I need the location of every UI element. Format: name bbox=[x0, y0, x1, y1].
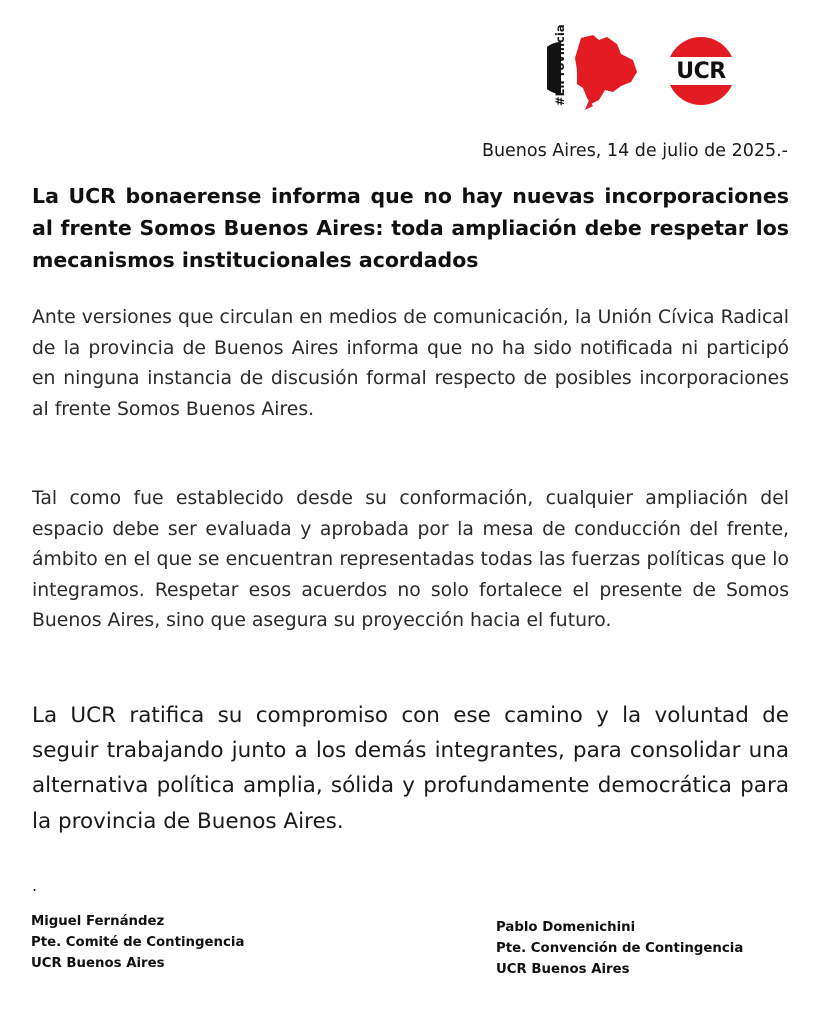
signatory-role: Pte. Comité de Contingencia bbox=[31, 935, 245, 950]
paragraph-1: Ante versiones que circulan en medios de comunicación, la Unión Cívica Radical de la provincia de Buenos Aires informa que no ha sido notificada ni participó en ninguna instancia de discusión formal respecto de posibles incorporaciones al frente Somos Buenos Aires. bbox=[32, 307, 789, 420]
provincia-hashtag: #ElProvincia bbox=[553, 24, 567, 106]
signatory-org: UCR Buenos Aires bbox=[496, 962, 630, 977]
paragraph-2: Tal como fue establecido desde su conformación, cualquier ampliación del espacio debe ser evaluada y aprobada por la mesa de conducción del frente, ámbito en el que se encuentran representadas todas las fuerzas políticas que lo integramos. Respetar esos acuerdos no solo fortalece el presente de Somos Buenos Aires, sino que asegura su proyección hacia el futuro. bbox=[32, 488, 789, 631]
signatory-name: Miguel Fernández bbox=[31, 914, 165, 929]
ucr-logo bbox=[665, 35, 737, 107]
separator-dot: . bbox=[32, 876, 38, 895]
dateline: Buenos Aires, 14 de julio de 2025.- bbox=[481, 141, 788, 161]
paragraph-3: La UCR ratifica su compromiso con ese camino y la voluntad de seguir trabajando junto a los demás integrantes, para consolidar una alternativa política amplia, sólida y profundamente democrática para la provincia de Buenos Aires. bbox=[32, 703, 789, 834]
provincia-logo bbox=[547, 24, 642, 110]
signature-block-left bbox=[31, 911, 244, 974]
signature-block-right bbox=[496, 917, 743, 980]
signatory-org: UCR Buenos Aires bbox=[31, 956, 165, 971]
signatory-role: Pte. Convención de Contingencia bbox=[496, 941, 744, 956]
signatory-name: Pablo Domenichini bbox=[496, 920, 636, 935]
press-release-title: La UCR bonaerense informa que no hay nuevas incorporaciones al frente Somos Buenos Aires: toda ampliación debe respetar los mecanismos institucionales acordados bbox=[32, 184, 789, 272]
header-logos bbox=[547, 24, 737, 110]
ucr-logo-text: UCR bbox=[676, 59, 726, 84]
